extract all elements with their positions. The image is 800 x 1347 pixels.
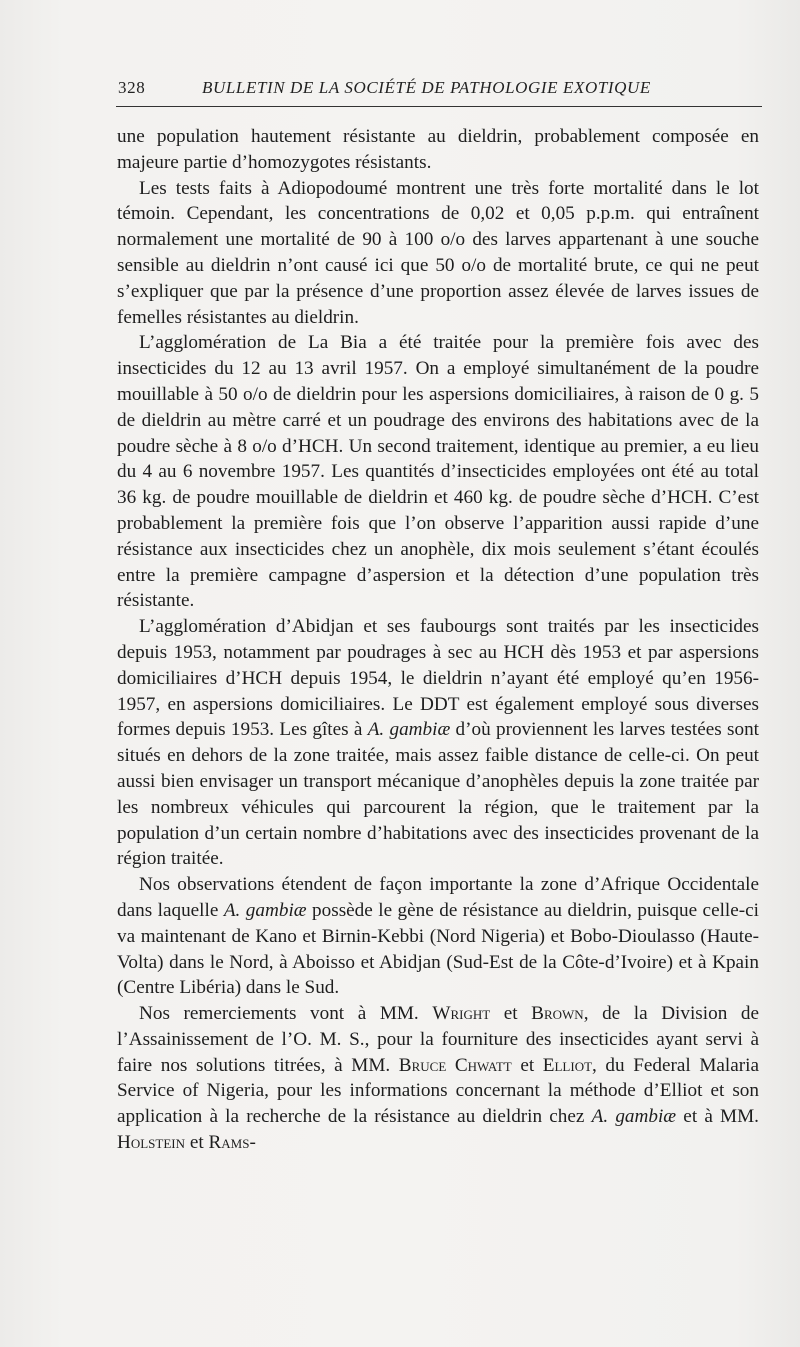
person-name-wright: Wright — [432, 1003, 491, 1025]
article-body — [117, 124, 759, 1156]
person-name-brown: Brown — [531, 1003, 584, 1025]
running-head — [118, 78, 758, 102]
paragraph-6-part-7: et — [185, 1132, 209, 1154]
person-name-rams: Rams- — [208, 1132, 256, 1154]
species-name: A. gambiæ — [591, 1106, 677, 1128]
species-name: A. gambiæ — [367, 719, 451, 741]
person-name-bruce-chwatt: Bruce Chwatt — [398, 1054, 512, 1076]
paragraph-4-part-2: d’où proviennent les larves testées sont situés en dehors de la zone traitée, mais assez faible distance de celle-ci. On peut aussi bien envisager un transport mécanique d’anophèles depuis la zone traitée par les nombreux véhicules qui parcourent la région, que le traitement par la population d’un certain nombre d’habitations avec des insecticides provenant de la région traitée. — [117, 719, 759, 870]
paragraph-6 — [117, 1001, 759, 1156]
paragraph-5-part-2: possède le gène de résistance au dieldrin, puisque celle-ci va maintenant de Kano et Birnin-Kebbi (Nord Nigeria) et Bobo-Dioulasso (Haute-Volta) dans le Nord, à Aboisso et Abidjan (Sud-Est de la Côte-d’Ivoire) et à Kpain (Centre Libéria) dans le Sud. — [117, 899, 759, 999]
paragraph-6-part-6: et à MM. — [676, 1106, 759, 1128]
paragraph-4-part-1: L’agglomération d’Abidjan et ses faubourgs sont traités par les insecticides depuis 1953, notamment par poudrages à sec au HCH dès 1953 et par aspersions domiciliaires d’HCH depuis 1954, le dieldrin n’ayant été employé qu’en 1956-1957, en aspersions domiciliaires. Le DDT est également employé sous diverses formes depuis 1953. Les gîtes à — [117, 616, 759, 741]
paragraph-5-part-1: Nos observations étendent de façon importante la zone d’Afrique Occidentale dans laquelle — [117, 874, 759, 921]
paragraph-6-part-4: et — [511, 1054, 543, 1076]
paragraph-6-part-2: et — [490, 1003, 532, 1025]
paragraph-3: L’agglomération de La Bia a été traitée pour la première fois avec des insecticides du 12 au 13 avril 1957. On a employé simultanément de la poudre mouillable à 50 o/o de dieldrin pour les aspersions domiciliaires, à raison de 0 g. 5 de dieldrin au mètre carré et un poudrage des environs des habitations avec de la poudre sèche à 8 o/o d’HCH. Un second traitement, identique au premier, a eu lieu du 4 au 6 novembre 1957. Les quantités d’insecticides employées ont été au total 36 kg. de poudre mouillable de dieldrin et 460 kg. de poudre sèche d’HCH. C’est probablement la première fois que l’on observe l’apparition aussi rapide d’une résistance aux insecticides chez un anophèle, dix mois seulement s’étant écoulés entre la première campagne d’aspersion et la détection d’une population très résistante. — [117, 332, 759, 612]
page-number: 328 — [118, 78, 146, 97]
paragraph-6-part-5: , du Federal Malaria Service of Nigeria, pour les informations concernant la méthode d’Elliot et son application à la recherche de la résistance au dieldrin chez — [117, 1054, 759, 1128]
paragraph-2: Les tests faits à Adiopodoumé montrent une très forte mortalité dans le lot témoin. Cependant, les concentrations de 0,02 et 0,05 p.p.m. qui entraînent normalement une mortalité de 90 à 100 o/o des larves appartenant à une souche sensible au dieldrin n’ont causé ici que 50 o/o de mortalité brute, ce qui ne peut s’expliquer que par la présence d’une proportion assez élevée de larves issues de femelles résistantes au dieldrin. — [117, 177, 759, 328]
journal-title: BULLETIN DE LA SOCIÉTÉ DE PATHOLOGIE EXOTIQUE — [202, 78, 651, 97]
header-rule — [116, 106, 762, 107]
species-name: A. gambiæ — [223, 899, 307, 921]
paragraph-1: une population hautement résistante au dieldrin, probablement composée en majeure partie d’homozygotes résistants. — [117, 126, 759, 173]
paragraph-5 — [117, 872, 759, 1001]
person-name-holstein: Holstein — [117, 1132, 186, 1154]
paragraph-4 — [117, 614, 759, 872]
paragraph-6-part-1: Nos remerciements vont à MM. — [139, 1003, 433, 1025]
person-name-elliot: Elliot — [542, 1054, 593, 1076]
paragraph-6-part-3: , de la Division de l’Assainissement de l’O. M. S., pour la fourniture des insecticides ayant servi à faire nos solutions titrées, à MM. — [117, 1003, 759, 1076]
